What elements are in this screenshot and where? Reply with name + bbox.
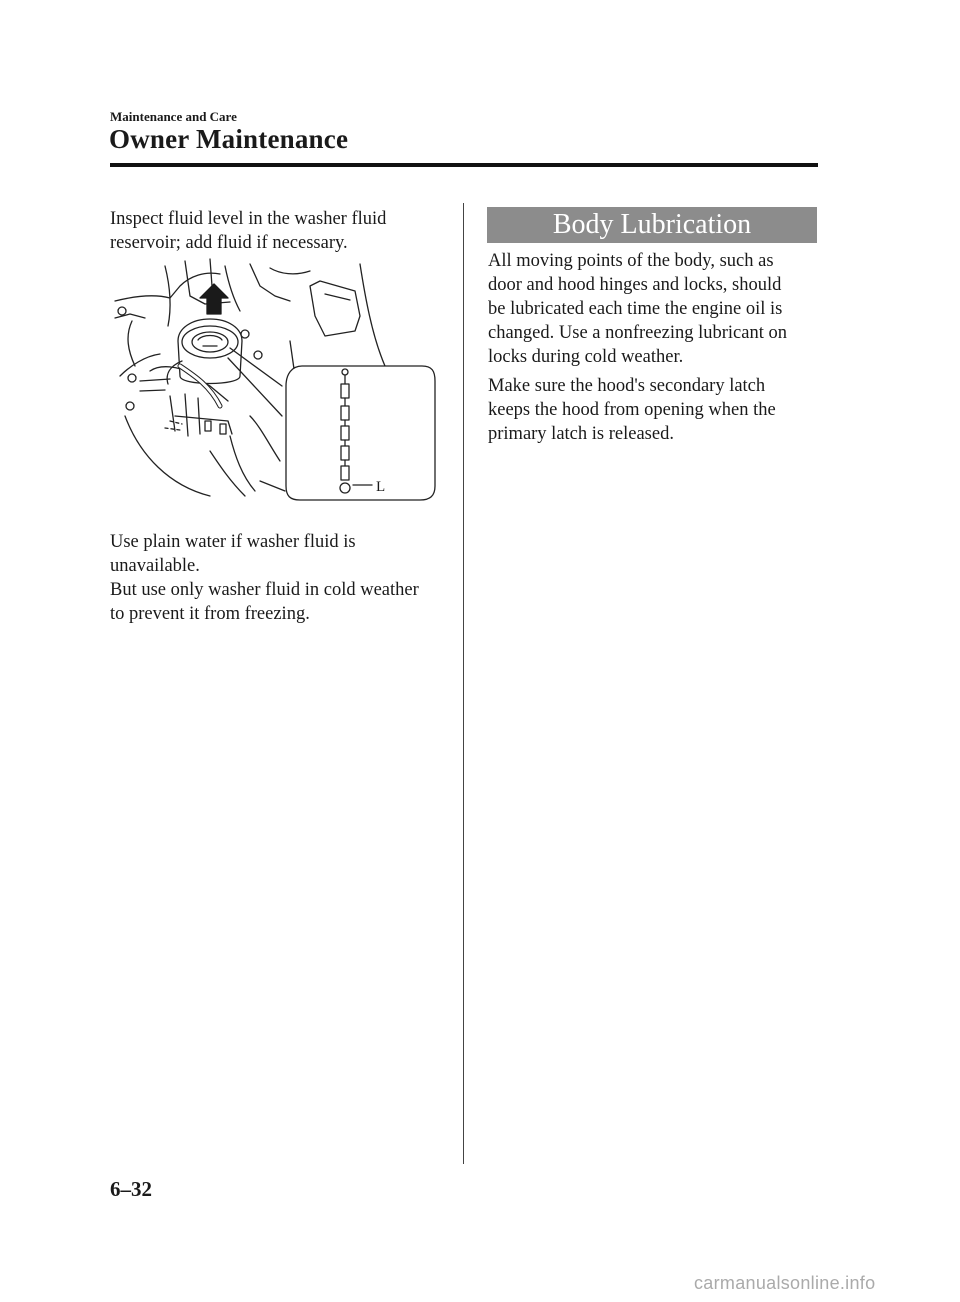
level-label: L bbox=[376, 479, 386, 495]
text-line: changed. Use a nonfreezing lubricant on bbox=[488, 323, 787, 343]
washer-fluid-instruction bbox=[110, 207, 450, 255]
washer-reservoir-figure bbox=[110, 256, 440, 502]
text-line: door and hood hinges and locks, should bbox=[488, 275, 782, 295]
hood-latch-paragraph bbox=[488, 374, 818, 446]
text-line: keeps the hood from opening when the bbox=[488, 400, 776, 420]
text-line: unavailable. bbox=[110, 556, 200, 576]
body-lubrication-heading: Body Lubrication bbox=[487, 207, 817, 243]
text-line: locks during cold weather. bbox=[488, 347, 684, 367]
text-line: Inspect fluid level in the washer fluid bbox=[110, 209, 387, 229]
page-number: 6–32 bbox=[110, 1177, 152, 1201]
text-line: Use plain water if washer fluid is bbox=[110, 532, 356, 552]
text-line: All moving points of the body, such as bbox=[488, 251, 774, 271]
text-line: But use only washer fluid in cold weather bbox=[110, 580, 419, 600]
title-rule bbox=[110, 163, 818, 167]
watermark: carmanualsonline.info bbox=[694, 1273, 876, 1293]
text-line: primary latch is released. bbox=[488, 424, 674, 444]
plain-water-note bbox=[110, 530, 450, 626]
front-arrow-icon bbox=[200, 284, 228, 314]
section-label: Maintenance and Care bbox=[110, 109, 237, 124]
text-line: to prevent it from freezing. bbox=[110, 604, 310, 624]
text-line: be lubricated each time the engine oil is bbox=[488, 299, 783, 319]
column-divider bbox=[463, 203, 464, 1164]
text-line: reservoir; add fluid if necessary. bbox=[110, 233, 348, 253]
text-line: Make sure the hood's secondary latch bbox=[488, 376, 766, 396]
page-title: Owner Maintenance bbox=[109, 124, 349, 154]
lubrication-paragraph bbox=[488, 249, 818, 369]
